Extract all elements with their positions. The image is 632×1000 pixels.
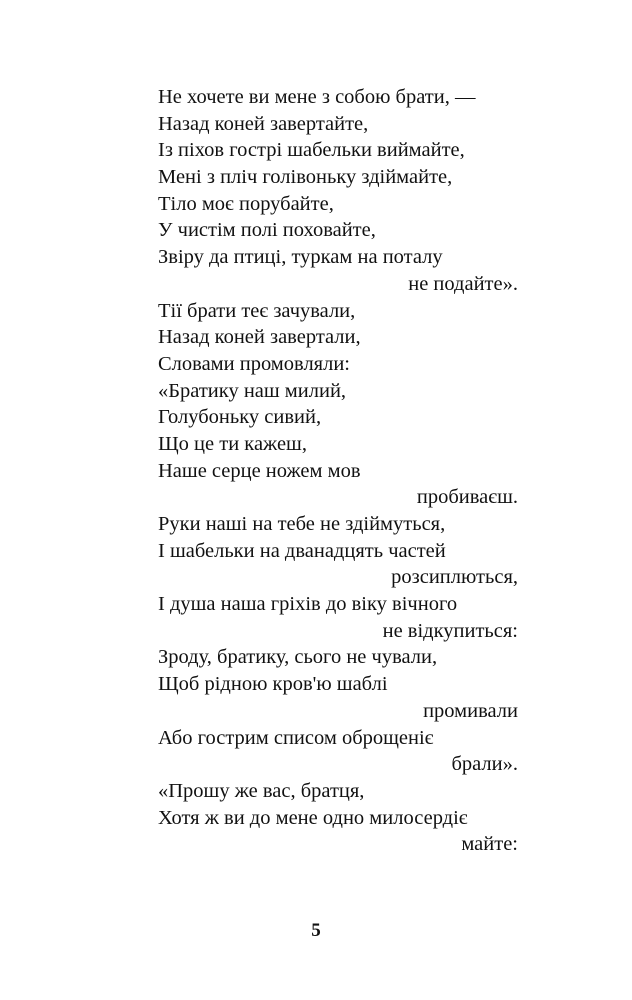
page-number: 5 [311, 920, 321, 941]
poem-line: Мені з пліч голівоньку здіймайте, [158, 166, 453, 189]
poem-line: Що це ти кажеш, [158, 432, 307, 455]
poem-line: У чистім полі поховайте, [158, 219, 376, 242]
poem-line-continuation: промивали [423, 699, 518, 722]
poem-line: Тії брати теє зачували, [158, 299, 356, 322]
poem-line-continuation: не відкупиться: [382, 619, 518, 642]
poem-line: Не хочете ви мене з собою брати, — [158, 86, 476, 108]
poem-line-continuation: майте: [461, 833, 518, 856]
poem-line: І душа наша гріхів до віку вічного [158, 593, 458, 616]
poem-line: Звіру да птиці, туркам на поталу [158, 246, 443, 269]
poem-line-continuation: розсиплються, [391, 566, 518, 589]
poem-line: Руки наші на тебе не здіймуться, [158, 513, 446, 535]
poem-line-continuation: не подайте». [408, 272, 518, 295]
poem-line-continuation: брали». [451, 753, 518, 776]
poem-line: Назад коней завертали, [158, 326, 361, 349]
poem-line: «Братику наш милий, [158, 379, 347, 402]
poem-line: Наше серце ножем мов [158, 459, 361, 482]
poem-line: Голубоньку сивий, [158, 406, 322, 429]
poem-line: Словами промовляли: [158, 352, 350, 375]
poem-line: «Прошу же вас, братця, [158, 779, 365, 802]
poem-line: Тіло моє порубайте, [158, 192, 334, 215]
poem-line-continuation: пробиваєш. [416, 486, 518, 509]
poem-line: Або гострим списом оброщеніє [158, 726, 434, 749]
poem-line: Назад коней завертайте, [158, 112, 369, 135]
poem-line: Щоб рідною кров'ю шаблі [158, 673, 388, 696]
poem-text [158, 84, 518, 858]
poem-line: Із піхов гострі шабельки виймайте, [158, 139, 465, 162]
poem-line: Зроду, братику, сього не чували, [158, 646, 438, 669]
poem-line: І шабельки на дванадцять частей [158, 539, 446, 562]
poem-line: Хотя ж ви до мене одно милосердіє [158, 806, 468, 829]
